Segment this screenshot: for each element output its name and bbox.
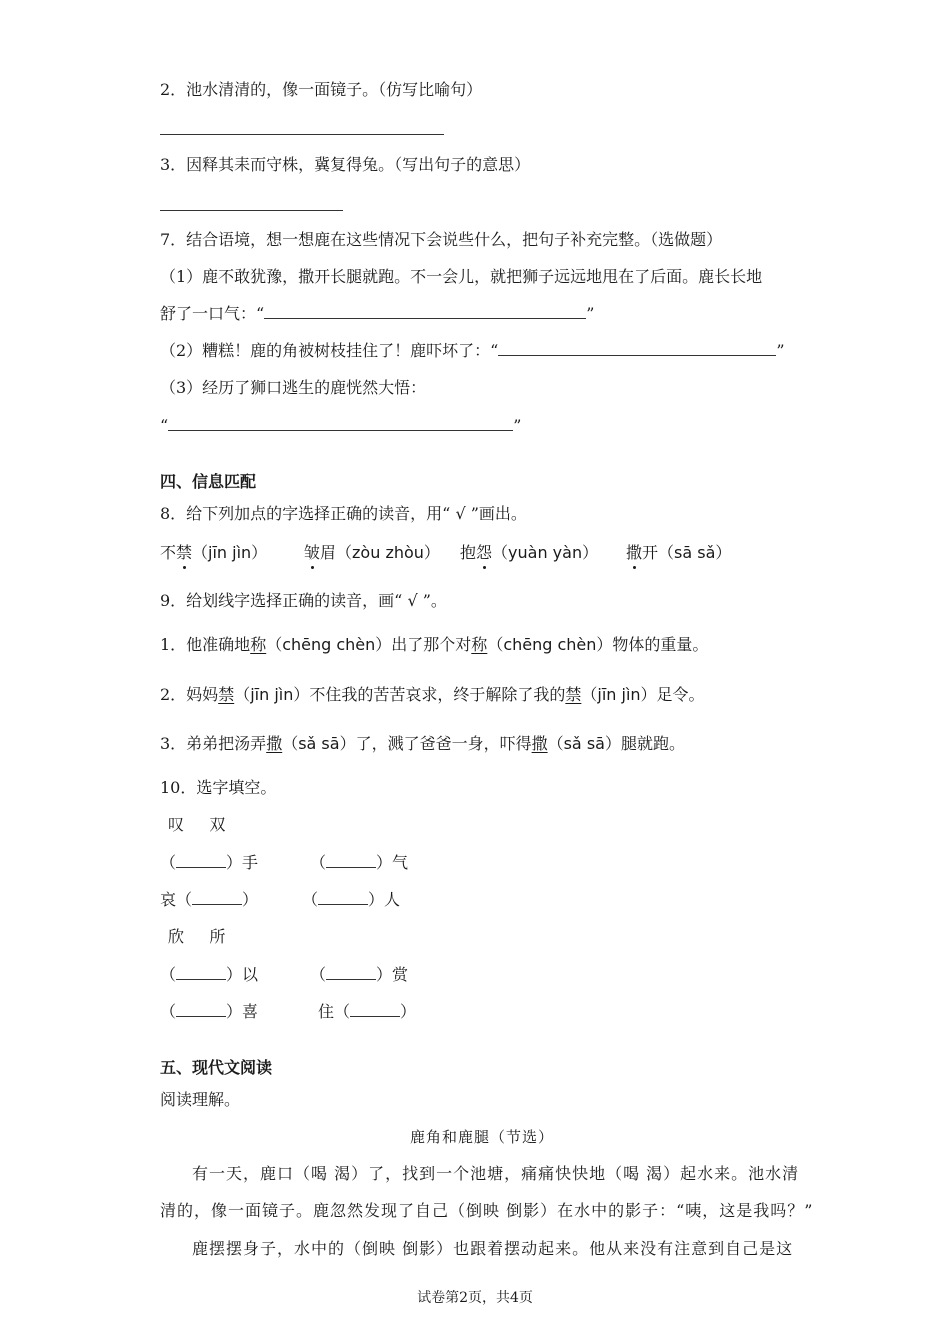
q10-title: 10．选字填空。 [160,778,277,797]
underlined-char: 禁 [218,685,235,704]
q7-title: 7．结合语境，想一想鹿在这些情况下会说些什么，把句子补充完整。（选做题） [160,230,723,249]
underlined-char: 撒 [266,734,283,753]
q9-sentence-1: 1．他准确地称（chēng chèn）出了那个对称（chēng chèn）物体的重量。 [160,635,709,654]
quote-open: “ [160,416,169,435]
pinyin-options[interactable]: （jīn jìn）不住我的苦苦哀求，终于解除了我的 [234,685,566,704]
pinyin-options[interactable]: （sǎ sā）了，溅了爸爸一身，吓得 [282,734,532,753]
q10-fill-item: （ ）喜 [160,1002,259,1021]
q8-item: 皱眉（zòu zhòu） [304,543,440,562]
page-footer: 试卷第2页，共4页 [417,1290,533,1306]
q6-sentence-3: 3．因释其耒而守株，冀复得兔。（写出句子的意思） [160,155,531,174]
q6-sentence-2: 2．池水清清的，像一面镜子。（仿写比喻句） [160,80,483,99]
dotted-char: 怨 [476,543,493,562]
q8-item: 不禁（jīn jìn） [160,543,268,562]
q9-sentence-2: 2．妈妈禁（jīn jìn）不住我的苦苦哀求，终于解除了我的禁（jīn jìn）足令。 [160,685,705,704]
q8-item: 撒开（sā sǎ） [626,543,732,562]
q6-answer-line-2[interactable] [160,134,444,135]
story-title: 鹿角和鹿腿（节选） [410,1128,555,1146]
quote-close: ” [776,341,785,360]
q6-answer-line-3[interactable] [160,210,343,211]
pinyin-options[interactable]: （yuàn yàn） [492,543,599,562]
q9-title: 9．给划线字选择正确的读音，画“ √ ”。 [160,591,447,610]
q10-fill-item: （ ）人 [302,890,401,909]
q7-part2-answer-blank[interactable] [498,341,776,356]
underlined-char: 撒 [531,734,548,753]
fill-blank[interactable] [326,853,376,868]
q8-title: 8．给下列加点的字选择正确的读音，用“ √ ”画出。 [160,504,527,523]
quote-close: ” [513,416,522,435]
q10-char-group-1: 叹 双 [168,815,226,834]
q7-part2 [160,340,785,362]
q7-part1-line2 [160,303,594,325]
fill-blank[interactable] [318,890,368,905]
underlined-char: 称 [250,635,267,654]
q10-fill-item: 哀（ ） [160,890,259,909]
story-line: 清的，像一面镜子。鹿忽然发现了自己（倒映 倒影）在水中的影子：“咦，这是我吗？” [160,1201,814,1220]
underlined-char: 禁 [565,685,582,704]
story-line: 有一天，鹿口（喝 渴）了，找到一个池塘，痛痛快快地（喝 渴）起水来。池水清 [192,1164,800,1183]
fill-blank[interactable] [350,1002,400,1017]
q10-fill-item: （ ）以 [160,965,259,984]
reading-intro: 阅读理解。 [160,1090,241,1109]
dotted-char: 禁 [176,543,193,562]
q7-part3-answer [160,415,521,437]
q7-part1-line1: （1）鹿不敢犹豫，撒开长腿就跑。不一会儿，就把狮子远远地甩在了后面。鹿长长地 [160,267,763,286]
story-line: 鹿摆摆身子，水中的（倒映 倒影）也跟着摆动起来。他从来没有注意到自己是这 [192,1239,794,1258]
quote-close: ” [586,304,595,323]
q9-sentence-3: 3．弟弟把汤弄撒（sǎ sā）了，溅了爸爸一身，吓得撒（sǎ sā）腿就跑。 [160,734,685,753]
q7-part1-prefix: 舒了一口气：“ [160,304,265,323]
pinyin-options[interactable]: （sǎ sā）腿就跑。 [547,734,685,753]
pinyin-options[interactable]: （chēng chèn）出了那个对 [266,635,472,654]
section5-heading: 五、现代文阅读 [160,1058,273,1077]
q10-fill-item: （ ）气 [310,853,409,872]
fill-blank[interactable] [176,965,226,980]
pinyin-options[interactable]: （chēng chèn）物体的重量。 [487,635,709,654]
fill-blank[interactable] [326,965,376,980]
pinyin-options[interactable]: （jīn jìn） [192,543,268,562]
fill-blank[interactable] [176,853,226,868]
q7-part2-prefix: （2）糟糕！鹿的角被树枝挂住了！鹿吓坏了：“ [160,341,499,360]
dotted-char: 皱 [304,543,321,562]
fill-blank[interactable] [192,890,242,905]
fill-blank[interactable] [176,1002,226,1017]
dotted-char: 撒 [626,543,643,562]
pinyin-options[interactable]: （zòu zhòu） [336,543,440,562]
q8-item: 抱怨（yuàn yàn） [460,543,599,562]
q10-fill-item: 住（ ） [318,1002,417,1021]
pinyin-options[interactable]: （jīn jìn）足令。 [581,685,705,704]
pinyin-options[interactable]: （sā sǎ） [658,543,732,562]
underlined-char: 称 [471,635,488,654]
q10-char-group-2: 欣 所 [168,927,226,946]
q7-part1-answer-blank[interactable] [264,304,586,319]
q10-fill-item: （ ）手 [160,853,259,872]
section4-heading: 四、信息匹配 [160,472,257,491]
q7-part3-answer-blank[interactable] [168,416,513,431]
q10-fill-item: （ ）赏 [310,965,409,984]
q7-part3: （3）经历了狮口逃生的鹿恍然大悟： [160,378,427,397]
